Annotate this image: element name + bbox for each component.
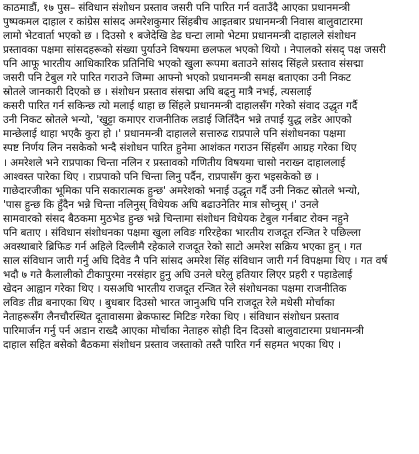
article-line: सामवारको संसद बैठकमा मुठभेड हुन्छ भन्ने चिन्तामा संशोधन विधेयक टेबुल गर्नबाट रोक्न नहुने bbox=[3, 212, 349, 225]
article-line: गाछेदारजीका भूमिका पनि सकारात्मक हुन्छ' अमरेशको भनाई उद्धृत गर्दै उनी निकट स्रोतले भन्यो, bbox=[3, 184, 360, 197]
article-line: लविङ तीव्र बनाएका थिए । बुधबार दिउसो भारत जानुअघि पनि राजदूत रेले मधेसी मोर्चाका bbox=[3, 296, 335, 309]
article-line: साल संविधान जारी गर्नु अघि दिवेड नै पनि सांसद अमरेश सिंह संविधान जारी गर्न विपक्षमा थिए । गत वर्ष bbox=[3, 254, 388, 267]
article-line: खेदन आह्वान गरेका थिए । यसअघि भारतीय राजदूत रन्जित रेले संशोधनका पक्षमा राजनीतिक bbox=[3, 282, 347, 295]
article-line: स्रोतले जानकारी दिएको छ । संशोधन प्रस्ताव संसद्मा अघि बढ्नु मात्रै नभई, त्यसलाई bbox=[3, 86, 312, 99]
article-line: । अमरेशले भने राप्रपाका चिन्ता नलिन र प्रस्तावको गणितीय विषयमा चासो नराख्न दाहाललाई bbox=[3, 156, 346, 169]
article-line: मान्छेलाई थाहा भएकै कुरा हो ।' प्रधानमन्त्री दाहालले सत्तारुढ राप्रपाले पनि संशोधनका पक्षमा bbox=[3, 128, 346, 141]
article-line: नेताहरूसँग लैनचौरस्थित दूतावासमा ब्रेकफास्ट मिटिङ गरेका थिए । संविधान संशोधन प्रस्ताव bbox=[3, 311, 339, 324]
article-line: कसरी पारित गर्न सकिन्छ त्यो मलाई थाहा छ सिंहले प्रधानमन्त्री दाहालसँग गरेको संवाद उद्धृत गर्दै bbox=[3, 100, 358, 113]
article-line: भदौ ७ गते कैलालीको टीकापुरमा नरसंहार हुनु अघि उनले घरेलु हतियार लिएर प्रहरी र पहाडेलाई bbox=[3, 268, 353, 281]
article-line: जसरी पनि टेबुल गरे पारित गराउने जिम्मा आफ्नो भएको प्रधानमन्त्री समक्ष बताएका उनी निकट bbox=[3, 72, 351, 85]
article-line: अवस्थाबारे ब्रिफिङ गर्न अहिले दिल्लीमै रहेकाले राजदूत रेको साटो अमरेश सक्रिय भएका हुन् । गत bbox=[3, 240, 362, 253]
article-line: लामो भेटवार्ता भएको छ । दिउसो १ बजेदेखि डेढ घन्टा लामो भेटमा प्रधानमन्त्री दाहालले संशोधन bbox=[3, 30, 357, 43]
article-line: आश्वस्त पारेका थिए । राप्रपाको पनि चिन्ता लिनु पर्दैन, राप्रपासँग कुरा भइसकेको छ । bbox=[3, 170, 319, 183]
article-line: 'पास हुन्छ कि हुँदैन भन्ने चिन्ता नलिनुस् विधेयक अघि बढाउनेतिर मात्र सोच्नुस् ।' उनले bbox=[3, 198, 319, 211]
article-line: पुष्पकमल दाहाल र कांग्रेस सांसद अमरेशकुमार सिंहबीच आइतबार प्रधानमन्त्री निवास बालुवाटारमा bbox=[3, 16, 363, 29]
article-line: दाहाल सहित बसेको बैठकमा संशोधन प्रस्ताव जस्ताको तस्तै पारित गर्न सहमत भएका थिए । bbox=[3, 339, 341, 352]
article-line: प्रस्तावका पक्षमा सांसदहरूको संख्या पुर्याउने विषयमा छलफल भएको थियो । नेपालको संसद् पक्ष जसरी bbox=[3, 44, 386, 57]
article-line: पनि बताए । संविधान संशोधनका पक्षमा खुला लविङ गरिरहेका भारतीय राजदूत रन्जित रे पछिल्ला bbox=[3, 226, 361, 239]
article-line: स्पष्ट निर्णय लिन नसकेको भन्दै संशोधन पारित हुनेमा आशंकत गराउन सिंहसँग आग्रह गरेका थिए bbox=[3, 142, 357, 155]
article-line: उनी निकट स्रोतले भन्यो, 'खुट्टा कमाएर राजनीतिक लडाई जितिँदैन भन्ने तपाई युद्ध लडेर आएको bbox=[3, 114, 352, 127]
article-line: पारिमार्जन गर्नु पर्न अडान राख्दै आएका मोर्चाका नेताहरु सोही दिन दिउसो बालुवाटारमा प्रधानमन्त्री bbox=[3, 325, 364, 338]
article-line: काठमाडौं, १७ पुस– संविधान संशोधन प्रस्ताव जसरी पनि पारित गर्न वताउँदै आएका प्रधानमन्त्री bbox=[3, 2, 351, 14]
article-line: पनि आफू भारतीय आधिकारिक प्रतिनिधि भएको खुला रूपमा बताउने सांसद सिंहले प्रस्ताव संसद्मा bbox=[3, 58, 364, 71]
